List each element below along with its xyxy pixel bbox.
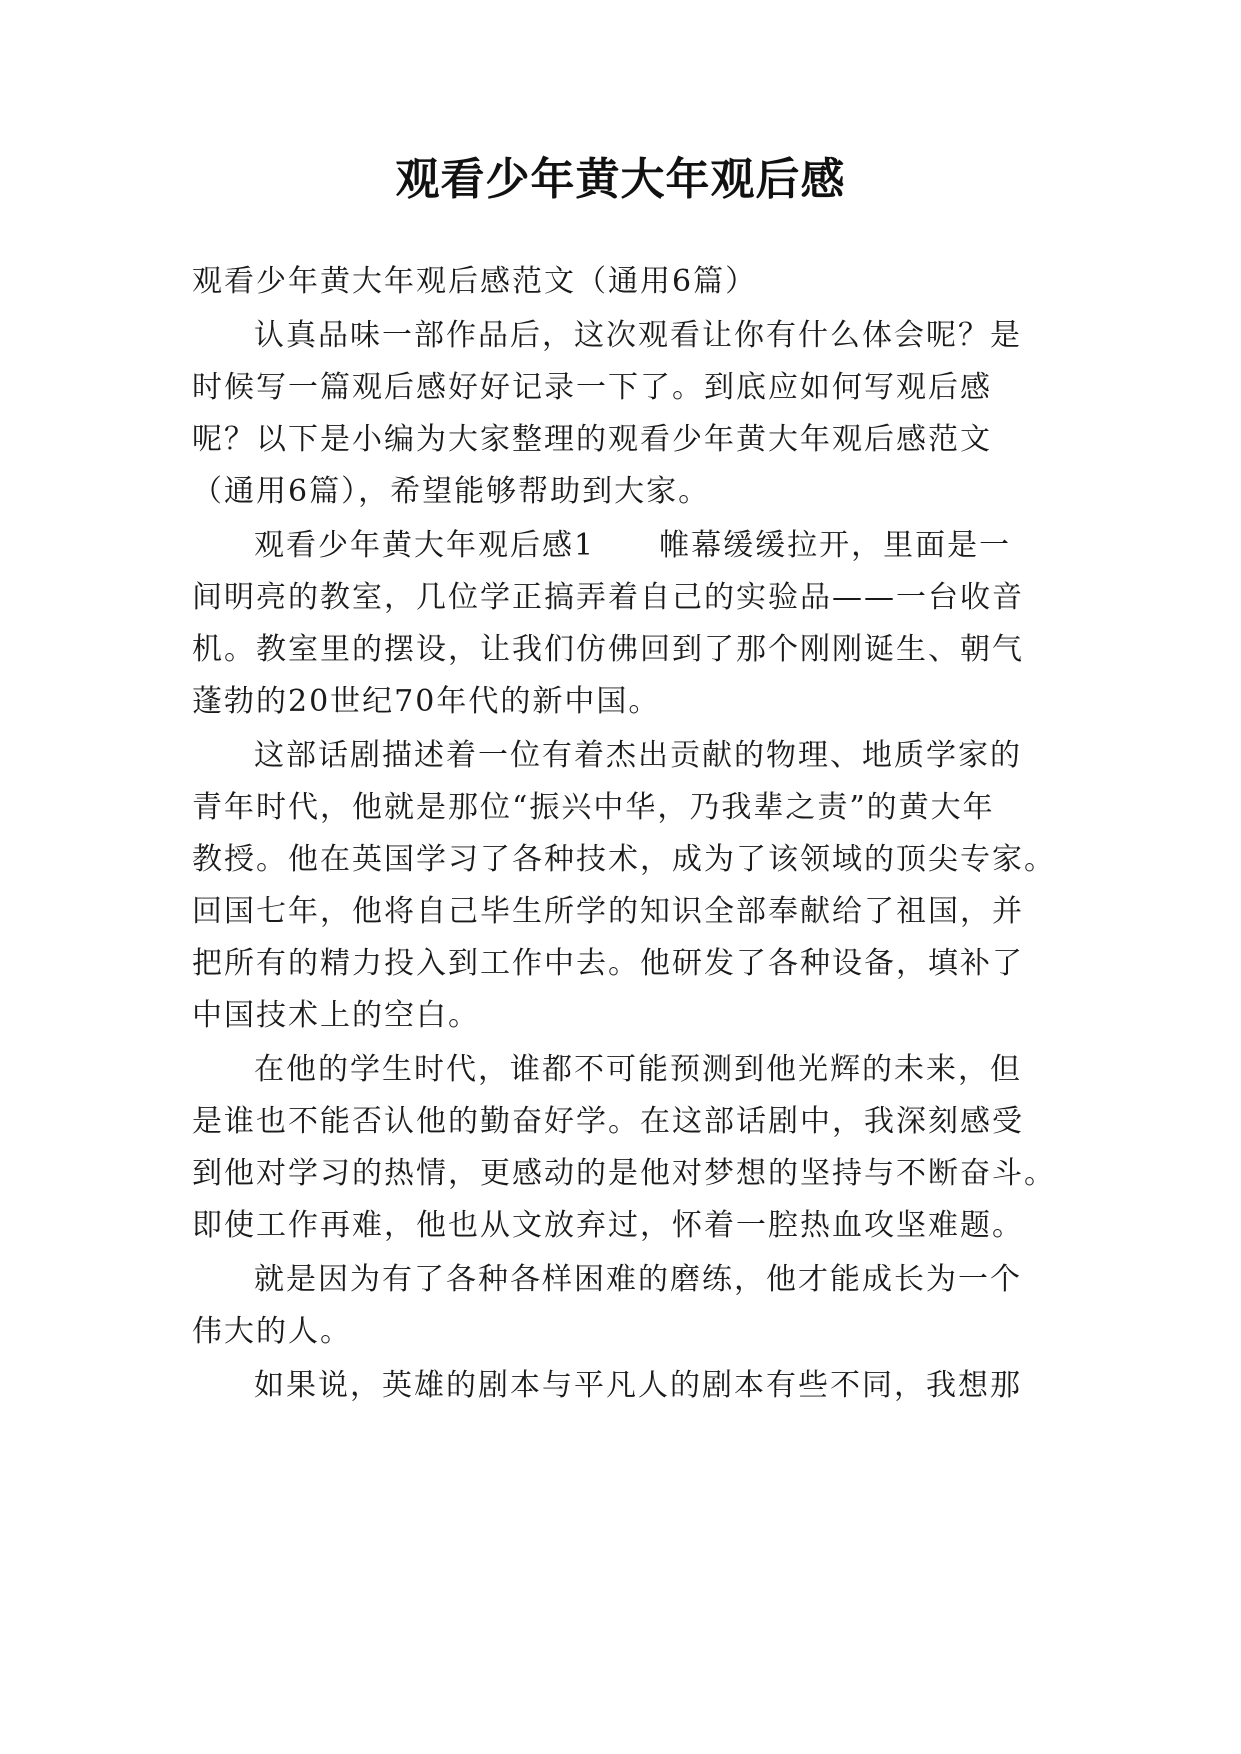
- paragraph-line: 中国技术上的空白。: [192, 998, 480, 1033]
- paragraph-line: 机。教室里的摆设，让我们仿佛回到了那个刚刚诞生、朝气: [192, 632, 1024, 667]
- paragraph-line: 就是因为有了各种各样困难的磨练，他才能成长为一个: [254, 1262, 1022, 1297]
- paragraph-line: 是谁也不能否认他的勤奋好学。在这部话剧中，我深刻感受: [192, 1104, 1024, 1139]
- document-title: 观看少年黄大年观后感: [395, 154, 846, 205]
- paragraph-line: 教授。他在英国学习了各种技术，成为了该领域的顶尖专家。: [192, 842, 1056, 877]
- paragraph-line: 伟大的人。: [192, 1314, 352, 1349]
- subtitle-line: 观看少年黄大年观后感范文（通用6篇）: [192, 264, 758, 299]
- paragraph-line: 青年时代，他就是那位“振兴中华，乃我辈之责”的黄大年: [192, 790, 995, 825]
- paragraph-line: 蓬勃的20世纪70年代的新中国。: [192, 684, 661, 719]
- paragraph-line: 在他的学生时代，谁都不可能预测到他光辉的未来，但: [254, 1052, 1022, 1087]
- paragraph-line: 如果说，英雄的剧本与平凡人的剧本有些不同，我想那: [254, 1368, 1022, 1403]
- paragraph-line: 观看少年黄大年观后感1 帷幕缓缓拉开，里面是一: [254, 528, 1012, 563]
- paragraph-line: （通用6篇），希望能够帮助到大家。: [192, 474, 711, 509]
- paragraph-line: 把所有的精力投入到工作中去。他研发了各种设备，填补了: [192, 946, 1024, 981]
- paragraph-line: 呢？以下是小编为大家整理的观看少年黄大年观后感范文: [192, 422, 992, 457]
- paragraph-line: 间明亮的教室，几位学正搞弄着自己的实验品——一台收音: [192, 580, 1024, 615]
- paragraph-line: 到他对学习的热情，更感动的是他对梦想的坚持与不断奋斗。: [192, 1156, 1056, 1191]
- paragraph-line: 即使工作再难，他也从文放弃过，怀着一腔热血攻坚难题。: [192, 1208, 1024, 1243]
- paragraph-line: 这部话剧描述着一位有着杰出贡献的物理、地质学家的: [254, 738, 1022, 773]
- paragraph-line: 认真品味一部作品后，这次观看让你有什么体会呢？是: [254, 318, 1022, 353]
- paragraph-line: 时候写一篇观后感好好记录一下了。到底应如何写观后感: [192, 370, 992, 405]
- paragraph-line: 回国七年，他将自己毕生所学的知识全部奉献给了祖国，并: [192, 894, 1024, 929]
